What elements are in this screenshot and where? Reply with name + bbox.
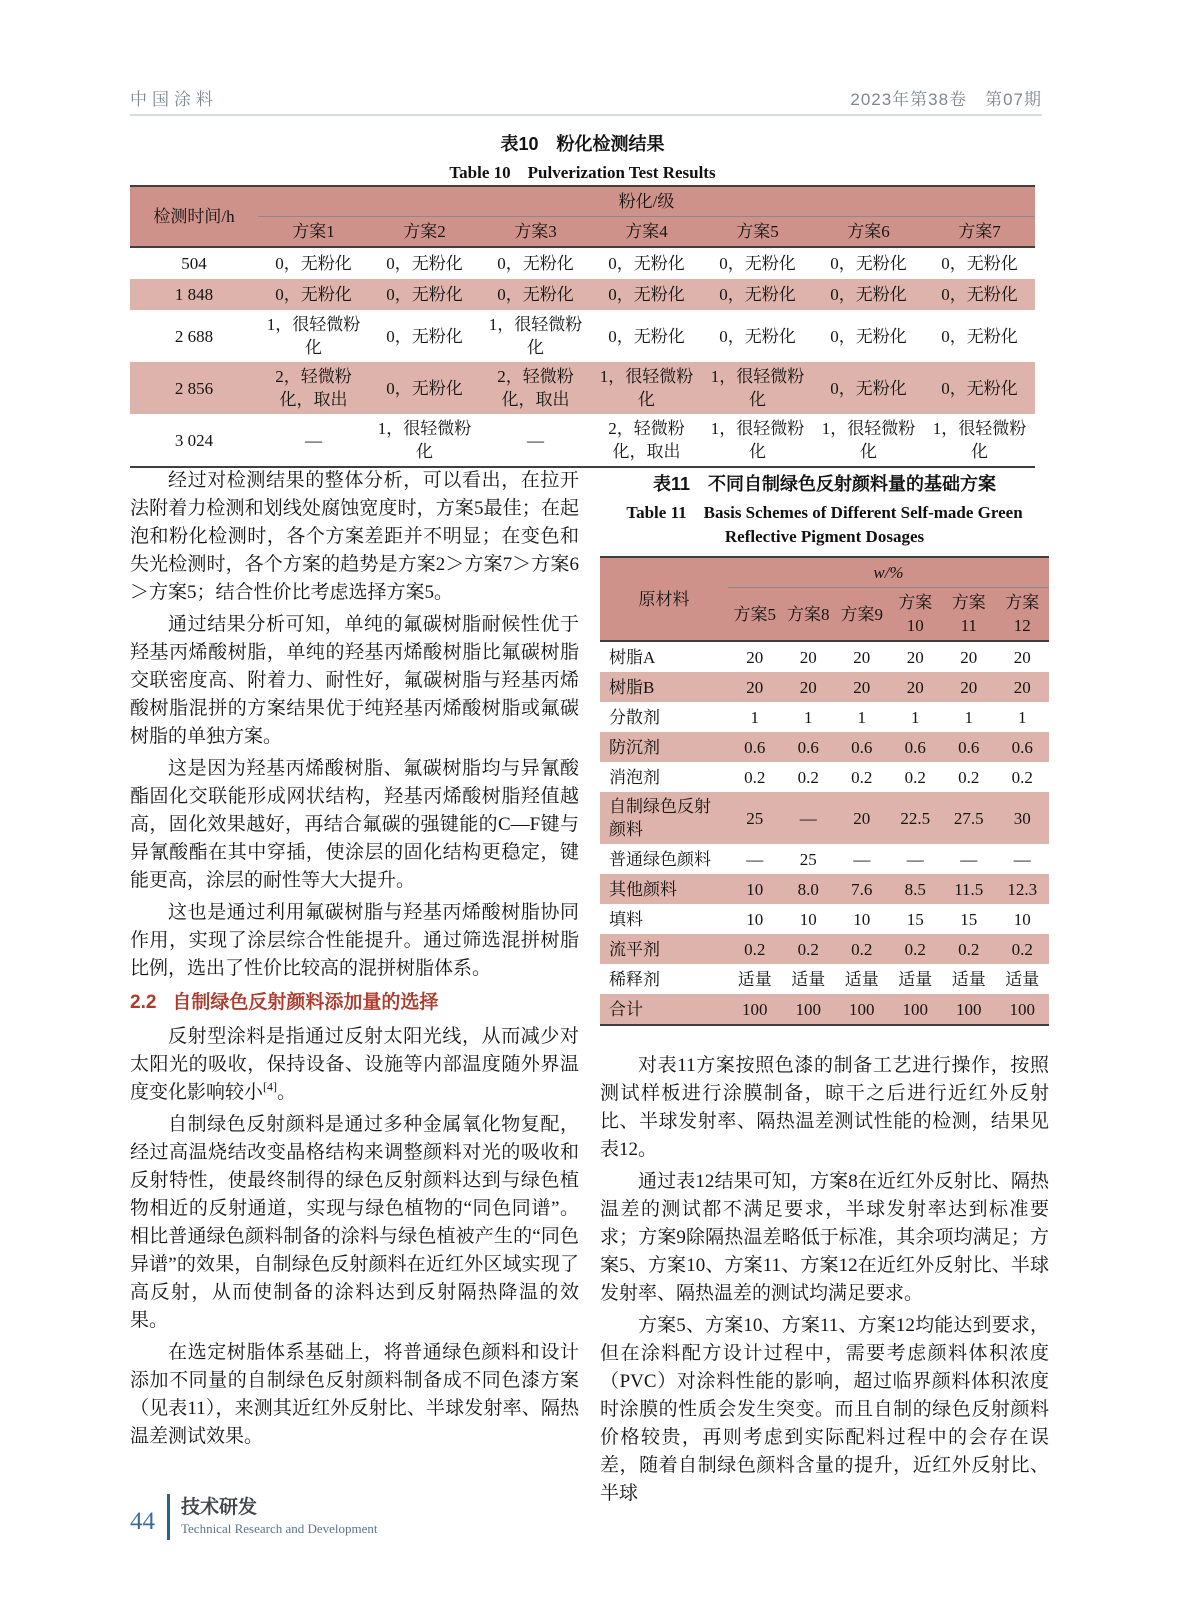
table-cell: 1，很轻微粉化 bbox=[266, 315, 361, 357]
table-cell: 0.2 bbox=[797, 939, 819, 959]
section-title: 自制绿色反射颜料添加量的选择 bbox=[172, 992, 439, 1013]
table-cell: 0.2 bbox=[958, 939, 980, 959]
table-cell: 适量 bbox=[737, 969, 772, 989]
table-cell: 0.6 bbox=[904, 737, 926, 757]
footer-label-cn: 技术研发 bbox=[181, 1497, 258, 1518]
table-cell: 15 bbox=[960, 909, 978, 929]
row-label: 504 bbox=[181, 254, 207, 273]
table-cell: 10 bbox=[853, 909, 871, 929]
table-row bbox=[600, 844, 1049, 874]
table-cell: 0，无粉化 bbox=[386, 254, 463, 273]
table-cell: 0.2 bbox=[904, 939, 926, 959]
table-cell: 0.2 bbox=[797, 767, 819, 787]
table-row bbox=[130, 247, 1035, 279]
table-cell: 20 bbox=[960, 647, 978, 667]
table-cell: 适量 bbox=[898, 969, 933, 989]
row-label: 消泡剂 bbox=[609, 767, 660, 787]
table-cell: 1，很轻微粉化 bbox=[599, 367, 694, 409]
column-header: 方案1 bbox=[258, 217, 369, 248]
journal-name: 中国涂料 bbox=[130, 90, 218, 109]
table-cell: 0，无粉化 bbox=[608, 326, 685, 346]
paragraph: 通过表12结果可知，方案8在近红外反射比、隔热温差的测试都不满足要求，半球发射率达到标准要求；方案9除隔热温差略低于标准，其余项均满足；方案5、方案10、方案11、方案12在近红外反射比、半球发射率、隔热温差的测试均满足要求。 bbox=[600, 1171, 1049, 1304]
table-cell: 20 bbox=[853, 677, 871, 697]
column-header: 方案8 bbox=[782, 588, 836, 642]
table-cell: 1，很轻微粉化 bbox=[710, 419, 805, 461]
column-header: 方案12 bbox=[996, 588, 1050, 642]
column-header: 方案11 bbox=[942, 588, 996, 642]
column-header: 方案3 bbox=[480, 217, 591, 248]
table-cell: — bbox=[746, 849, 764, 869]
table-cell: 20 bbox=[1013, 647, 1031, 667]
table-cell: 2，轻微粉化，取出 bbox=[608, 419, 685, 461]
table-cell: — bbox=[799, 808, 817, 828]
table-cell: 0.2 bbox=[851, 767, 873, 787]
row-label: 树脂A bbox=[609, 647, 656, 667]
table-cell: 100 bbox=[742, 999, 768, 1019]
table-cell: 适量 bbox=[844, 969, 879, 989]
row-label: 其他颜料 bbox=[609, 879, 677, 899]
table-cell: 1，很轻微粉化 bbox=[932, 419, 1027, 461]
paragraph: 通过结果分析可知，单纯的氟碳树脂耐候性优于羟基丙烯酸树脂，单纯的羟基丙烯酸树脂比氟碳树脂交联密度高、附着力、耐性好，氟碳树脂与羟基丙烯酸树脂混拼的方案结果优于纯羟基丙烯酸树脂或氟碳树脂的单独方案。 bbox=[130, 614, 579, 747]
table-cell: 适量 bbox=[791, 969, 826, 989]
table-cell: 0.6 bbox=[1011, 737, 1033, 757]
table-cell: 0，无粉化 bbox=[386, 285, 463, 304]
table11-caption-en: Table 11 Basis Schemes of Different Self-made Green Reflective Pigment Dosages bbox=[626, 503, 1023, 546]
table-row bbox=[130, 310, 1035, 362]
table-cell: 100 bbox=[1009, 999, 1035, 1019]
column-header: 方案5 bbox=[728, 588, 782, 642]
table-cell: 0，无粉化 bbox=[830, 326, 907, 346]
table-cell: 30 bbox=[1013, 808, 1031, 828]
table-cell: 1，很轻微粉化 bbox=[821, 419, 916, 461]
table10-group-header: 粉化/级 bbox=[258, 186, 1035, 217]
table-cell: — bbox=[305, 430, 322, 450]
table-row bbox=[130, 362, 1035, 414]
row-label: 防沉剂 bbox=[609, 737, 660, 757]
citation-ref: [4] bbox=[263, 1079, 278, 1094]
table-cell: 0.2 bbox=[958, 767, 980, 787]
table-cell: 20 bbox=[906, 677, 924, 697]
table-cell: 8.5 bbox=[904, 879, 926, 899]
table-cell: 11.5 bbox=[954, 879, 984, 899]
section-heading bbox=[130, 988, 579, 1018]
table11-material-header: 原材料 bbox=[600, 557, 728, 641]
table-cell: 0，无粉化 bbox=[719, 285, 796, 304]
table-cell: 0，无粉化 bbox=[386, 326, 463, 346]
section-number: 2.2 bbox=[130, 992, 157, 1013]
running-head bbox=[130, 76, 1042, 116]
table-cell: 12.3 bbox=[1007, 879, 1038, 899]
table-cell: 0，无粉化 bbox=[497, 254, 574, 273]
page-number: 44 bbox=[130, 1508, 155, 1535]
column-header: 方案5 bbox=[702, 217, 813, 248]
table-cell: 20 bbox=[799, 677, 817, 697]
table-cell: 0.2 bbox=[1011, 939, 1033, 959]
table-cell: 20 bbox=[853, 647, 871, 667]
issue-info: 2023年第38卷 第07期 bbox=[850, 90, 1042, 109]
row-label: 2 688 bbox=[174, 326, 214, 346]
table-cell: 27.5 bbox=[953, 808, 984, 828]
table10-block bbox=[130, 130, 1035, 468]
table-cell: 适量 bbox=[1005, 969, 1040, 989]
table10-caption-cn: 表10 粉化检测结果 bbox=[500, 134, 665, 154]
paragraph-text: 反射型涂料是指通过反射太阳光线，从而减少对太阳光的吸收，保持设备、设施等内部温度随外界温度变化影响较小 bbox=[130, 1026, 579, 1103]
table-row bbox=[130, 414, 1035, 467]
table-row bbox=[130, 279, 1035, 310]
table-row bbox=[600, 672, 1049, 702]
table-cell: 0，无粉化 bbox=[941, 326, 1018, 346]
table-cell: — bbox=[906, 849, 924, 869]
table-cell: 20 bbox=[853, 808, 871, 828]
table-cell: 10 bbox=[746, 879, 764, 899]
row-label: 树脂B bbox=[609, 677, 655, 697]
paragraph: 方案5、方案10、方案11、方案12均能达到要求，但在涂料配方设计过程中，需要考虑颜料体积浓度（PVC）对涂料性能的影响，超过临界颜料体积浓度时涂膜的性质会发生突变。而且自制的绿色反射颜料价格较贵，再则考虑到实际配料过程中的会存在误差，随着自制绿色颜料含量的提升，近红外反射比、半球 bbox=[600, 1315, 1049, 1504]
table-cell: — bbox=[1013, 849, 1031, 869]
table-cell: 1 bbox=[964, 707, 973, 727]
table-cell: 10 bbox=[746, 909, 764, 929]
table-cell: 0，无粉化 bbox=[941, 254, 1018, 273]
table-cell: 0.2 bbox=[851, 939, 873, 959]
table-row bbox=[600, 934, 1049, 964]
table-cell: 0，无粉化 bbox=[830, 254, 907, 273]
table-cell: 0，无粉化 bbox=[719, 254, 796, 273]
table-cell: 0，无粉化 bbox=[386, 378, 463, 398]
table-cell: 15 bbox=[906, 909, 924, 929]
footer-label-en: Technical Research and Development bbox=[181, 1521, 378, 1536]
table-cell: 适量 bbox=[951, 969, 986, 989]
table-cell: 0.6 bbox=[958, 737, 980, 757]
footer-section-labels bbox=[181, 1496, 378, 1538]
row-label: 填料 bbox=[609, 909, 643, 929]
table-cell: 1 bbox=[857, 707, 866, 727]
table-cell: 0，无粉化 bbox=[941, 378, 1018, 398]
pigment-dosage-table bbox=[600, 556, 1049, 1026]
paragraph: 经过对检测结果的整体分析，可以看出，在拉开法附着力检测和划线处腐蚀宽度时，方案5最佳；在起泡和粉化检测时，各个方案差距并不明显；在变色和失光检测时，各个方案的趋势是方案2＞方案7＞方案6＞方案5；结合性价比考虑选择方案5。 bbox=[130, 470, 579, 603]
table-cell: 10 bbox=[799, 909, 817, 929]
table-cell: — bbox=[960, 849, 978, 869]
table10-caption-en: Table 10 Pulverization Test Results bbox=[449, 163, 716, 182]
table-cell: 0.6 bbox=[744, 737, 766, 757]
table-cell: 2，轻微粉化，取出 bbox=[497, 367, 574, 409]
table-cell: 0.6 bbox=[851, 737, 873, 757]
table-cell: — bbox=[527, 430, 544, 450]
table11-caption-cn: 表11 不同自制绿色反射颜料量的基础方案 bbox=[652, 474, 997, 494]
paragraph: 这也是通过利用氟碳树脂与羟基丙烯酸树脂协同作用，实现了涂层综合性能提升。通过筛选混拼树脂比例，选出了性价比较高的混拼树脂体系。 bbox=[130, 902, 579, 979]
table-cell: — bbox=[853, 849, 871, 869]
table-cell: 20 bbox=[746, 647, 764, 667]
pulverization-table bbox=[130, 185, 1035, 468]
table-cell: 0，无粉化 bbox=[830, 378, 907, 398]
page-footer bbox=[130, 1492, 378, 1542]
table-cell: 10 bbox=[1013, 909, 1031, 929]
table-cell: 1 bbox=[911, 707, 920, 727]
row-label: 分散剂 bbox=[609, 707, 660, 727]
row-label: 流平剂 bbox=[609, 939, 660, 959]
table11-unit-header: w/% bbox=[728, 557, 1049, 588]
paragraph: 在选定树脂体系基础上，将普通绿色颜料和设计添加不同量的自制绿色反射颜料制备成不同色漆方案（见表11），来测其近红外反射比、半球发射率、隔热温差测试效果。 bbox=[130, 1342, 579, 1447]
table-cell: 1 bbox=[804, 707, 813, 727]
row-label: 稀释剂 bbox=[609, 969, 660, 989]
table-cell: 0，无粉化 bbox=[941, 285, 1018, 304]
table-cell: 0.2 bbox=[904, 767, 926, 787]
table-cell: 2，轻微粉化，取出 bbox=[275, 367, 352, 409]
table-cell: 1 bbox=[1018, 707, 1027, 727]
table-cell: 0.2 bbox=[744, 767, 766, 787]
table-row bbox=[600, 762, 1049, 792]
row-label: 3 024 bbox=[174, 430, 214, 450]
table-cell: 22.5 bbox=[900, 808, 931, 828]
paragraph bbox=[130, 1023, 579, 1107]
table-cell: 20 bbox=[799, 647, 817, 667]
row-label: 普通绿色颜料 bbox=[609, 849, 711, 869]
table10-time-header: 检测时间/h bbox=[130, 186, 258, 247]
row-label: 1 848 bbox=[174, 285, 214, 304]
table-cell: 7.6 bbox=[851, 879, 873, 899]
table-cell: 100 bbox=[795, 999, 821, 1019]
column-header: 方案7 bbox=[924, 217, 1035, 248]
table-cell: 0，无粉化 bbox=[275, 285, 352, 304]
column-header: 方案4 bbox=[591, 217, 702, 248]
table-cell: 0.6 bbox=[797, 737, 819, 757]
table-row bbox=[600, 874, 1049, 904]
paragraph: 自制绿色反射颜料是通过多种金属氧化物复配，经过高温烧结改变晶格结构来调整颜料对光的吸收和反射特性，使最终制得的绿色反射颜料达到与绿色植物相近的反射通道，实现与绿色植物的“同色同谱”。相比普通绿色颜料制备的涂料与绿色植被产生的“同色异谱”的效果，自制绿色反射颜料在近红外区域实现了高反射，从而使制备的涂料达到反射隔热降温的效果。 bbox=[130, 1114, 579, 1331]
table-cell: 0，无粉化 bbox=[608, 285, 685, 304]
table-cell: 0，无粉化 bbox=[719, 326, 796, 346]
table-cell: 20 bbox=[746, 677, 764, 697]
table-cell: 1，很轻微粉化 bbox=[488, 315, 583, 357]
paragraph-text: 。 bbox=[277, 1082, 297, 1103]
left-column bbox=[130, 467, 579, 1455]
row-label: 合计 bbox=[609, 999, 643, 1019]
table-cell: 20 bbox=[1013, 677, 1031, 697]
column-header: 方案2 bbox=[369, 217, 480, 248]
table-cell: 8.0 bbox=[797, 879, 819, 899]
table-row bbox=[600, 904, 1049, 934]
table-cell: 0.2 bbox=[744, 939, 766, 959]
table-cell: 25 bbox=[799, 849, 817, 869]
table-row bbox=[600, 792, 1049, 844]
table-cell: 1，很轻微粉化 bbox=[710, 367, 805, 409]
table-cell: 100 bbox=[956, 999, 982, 1019]
table-row bbox=[600, 641, 1049, 672]
row-label: 2 856 bbox=[174, 378, 214, 398]
table-cell: 25 bbox=[746, 808, 764, 828]
row-label: 自制绿色反射颜料 bbox=[609, 797, 711, 839]
table-cell: 1 bbox=[750, 707, 759, 727]
column-header: 方案9 bbox=[835, 588, 889, 642]
footer-divider-bar bbox=[167, 1494, 170, 1540]
table-cell: 20 bbox=[906, 647, 924, 667]
right-column bbox=[600, 470, 1049, 1512]
table-cell: 0.2 bbox=[1011, 767, 1033, 787]
paragraph: 这是因为羟基丙烯酸树脂、氟碳树脂均与异氰酸酯固化交联能形成网状结构，羟基丙烯酸树脂羟值越高，固化效果越好，再结合氟碳的强键能的C—F键与异氰酸酯在其中穿插，使涂层的固化结构更稳定，键能更高，涂层的耐性等大大提升。 bbox=[130, 758, 579, 891]
table-cell: 0，无粉化 bbox=[608, 254, 685, 273]
table-cell: 20 bbox=[960, 677, 978, 697]
table-cell: 100 bbox=[849, 999, 875, 1019]
table-cell: 0，无粉化 bbox=[275, 254, 352, 273]
column-header: 方案10 bbox=[889, 588, 943, 642]
table-row bbox=[600, 702, 1049, 732]
table-cell: 0，无粉化 bbox=[830, 285, 907, 304]
table-cell: 0，无粉化 bbox=[497, 285, 574, 304]
table-cell: 1，很轻微粉化 bbox=[377, 419, 472, 461]
column-header: 方案6 bbox=[813, 217, 924, 248]
table-row bbox=[600, 964, 1049, 994]
paragraph: 对表11方案按照色漆的制备工艺进行操作，按照测试样板进行涂膜制备，晾干之后进行近红外反射比、半球发射率、隔热温差测试性能的检测，结果见表12。 bbox=[600, 1055, 1049, 1160]
table-cell: 100 bbox=[902, 999, 928, 1019]
table-row bbox=[600, 994, 1049, 1025]
table-row bbox=[600, 732, 1049, 762]
